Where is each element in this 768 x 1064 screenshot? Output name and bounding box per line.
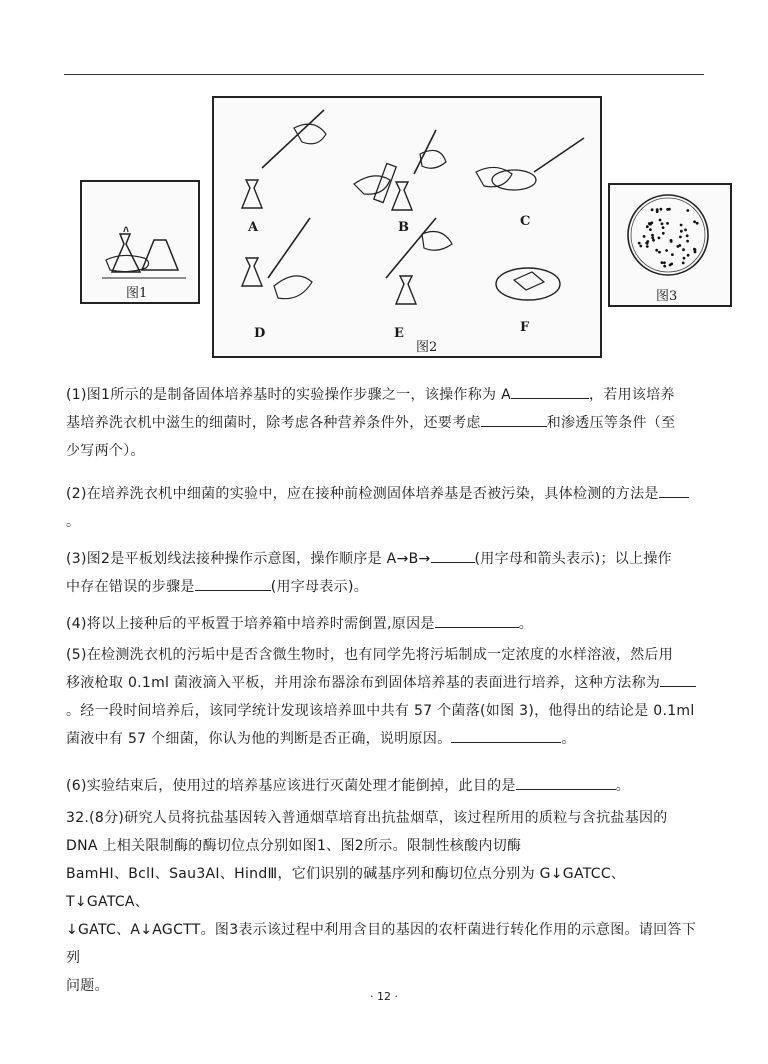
colony-dot [663,261,666,264]
colony-dot [693,220,696,223]
figure-2-label-c: C [520,214,531,229]
colony-dot [656,208,659,211]
colony-dot [661,261,664,264]
colony-dot [651,234,654,237]
figure-1-caption: 图1 [126,286,148,301]
figure-1 [80,180,200,304]
q4-text-b: 。 [518,616,533,632]
figure-2-label-d: D [254,326,266,341]
colony-dot [659,219,662,222]
q6-blank-1 [516,773,616,790]
q1-text-a: (1)图1所示的是制备固体培养基时的实验操作步骤之一，该操作称为 A [66,387,511,403]
question-2 [66,480,706,536]
q5-text-b: 移液枪取 0.1ml 菌液滴入平板，并用涂布器涂布到固体培养基的表面进行培养，这种方法称为 [66,675,661,691]
q5-text-e: 。 [561,731,576,747]
q32-text-b: DNA 上相关限制酶的酶切位点分别如图1、图2所示。限制性核酸内切酶 [66,838,522,854]
figure-2-label-a: A [248,220,259,235]
colony-dot [651,236,654,239]
colony-dot [646,240,649,243]
q3-text-a: (3)图2是平板划线法接种操作示意图，操作顺序是 A→B→ [66,551,431,567]
q3-text-c: 中存在错误的步骤是 [66,579,195,595]
colony-dot [680,230,683,233]
colony-dot [682,262,685,265]
q6-text-b: 。 [615,778,631,794]
colony-dot [662,226,665,229]
q2-text-b: 。 [66,514,81,530]
q5-blank-1 [660,670,696,687]
q4-text-a: (4)将以上接种后的平板置于培养箱中培养时需倒置,原因是 [66,616,435,632]
colony-dot [655,249,658,252]
q5-text-a: (5)在检测洗衣机的污垢中是否含微生物时，也有同学先将污垢制成一定浓度的水样溶液，然后用 [66,647,674,663]
question-3 [66,545,706,601]
q32-text-a: 32.(8分)研究人员将抗盐基因转入普通烟草培育出抗盐烟草，该过程所用的质粒与含抗盐基因的 [66,810,668,826]
colony-dot [639,245,642,248]
colony-dot [696,222,699,225]
colony-dot [638,242,641,245]
colony-dot [658,237,661,240]
q4-blank-1 [435,611,519,628]
figure-2-label-b: B [398,220,409,235]
colony-dot [686,234,689,237]
colony-dot [643,235,646,238]
colony-dot [661,222,664,225]
colony-dot [646,225,649,228]
header-rule [64,74,704,75]
colony-dot [646,245,649,248]
colony-dot [682,248,685,251]
colony-dot [683,257,686,260]
q2-text-a: (2)在培养洗衣机中细菌的实验中，应在接种前检测固体培养基是否被污染，具体检测的方法是 [66,486,659,502]
colony-dot [694,251,697,254]
q5-text-d: 菌液中有 57 个细菌，你认为他的判断是否正确，说明原因。 [66,731,452,747]
colony-dot [686,240,689,243]
colony-dot [665,249,668,252]
q2-blank-1 [659,481,689,498]
figure-2-caption: 图2 [416,340,438,355]
colony-dot [662,232,665,235]
colony-dot [663,265,666,268]
colony-dot [680,224,683,227]
q6-text-a: (6)实验结束后，使用过的培养基应该进行灭菌处理才能倒掉，此目的是 [66,778,516,794]
colony-dot [670,263,673,266]
colony-dot [658,251,661,254]
colony-dot [677,245,680,248]
colony-dot [649,228,652,231]
colony-dot [687,254,690,257]
question-1 [66,381,706,465]
question-32 [66,804,706,1000]
q1-text-b: ，若用该培养 [588,387,675,403]
colony-dot [671,253,674,256]
q3-blank-2 [195,574,271,591]
colony-dot [648,222,651,225]
colony-dot [684,229,687,232]
q5-text-c: 。经一段时间培养后，该同学统计发现该培养皿中共有 57 个菌落(如图 3)，他得出的结论是 0.1ml [66,703,695,719]
q1-blank-2 [481,410,547,427]
colony-dot [666,208,669,211]
q3-text-b: (用字母和箭头表示)；以上操作 [474,551,672,567]
q1-text-e: 少写两个）。 [66,443,145,459]
q3-text-d: (用字母表示)。 [270,579,369,595]
colony-dot [660,208,663,211]
question-6 [66,772,706,800]
figure-3-caption: 图3 [656,289,678,304]
q1-text-c: 基培养洗衣机中滋生的细菌时，除考虑各种营养条件外，还要考虑 [66,415,481,431]
figure-2 [212,96,602,358]
colony-dot [679,236,682,239]
figure-2-label-f: F [520,320,530,335]
colony-dot [686,209,689,212]
q32-text-e: 问题。 [66,978,109,994]
colony-dot [652,239,655,242]
q1-text-d: 和渗透压等条件（至 [546,415,676,431]
q32-text-d: ↓GATC、A↓AGCTT。图3表示该过程中利用含目的基因的农杆菌进行转化作用的示意图。请回答下列 [66,922,697,966]
q3-blank-1 [431,546,475,563]
q1-blank-1 [511,382,589,399]
q32-text-c: BamHI、BclⅠ、Sau3AⅠ、HindⅢ，它们识别的碱基序列和酶切位点分别为 G↓GATCC、T↓GATCA、 [66,866,626,910]
question-5 [66,641,706,753]
colony-dot [666,222,669,225]
colony-dot [670,239,673,242]
question-4 [66,610,706,638]
figure-2-label-e: E [394,326,404,341]
page-number: · 12 · [370,990,398,1003]
colony-dot [651,208,654,211]
q5-blank-2 [451,726,561,743]
figure-3 [608,183,732,307]
